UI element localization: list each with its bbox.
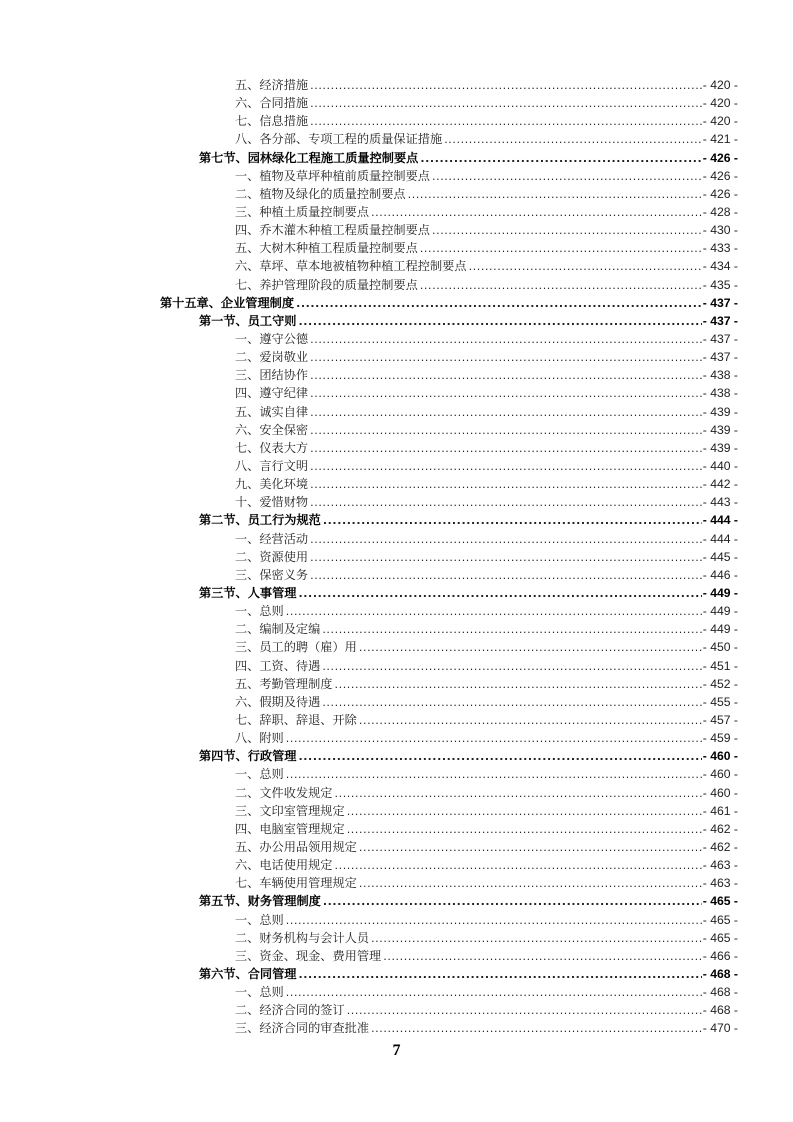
dot-leader [432, 167, 702, 185]
toc-entry-item[interactable] [0, 765, 738, 783]
toc-entry-item[interactable] [0, 76, 738, 94]
toc-entry-label: 五、经济措施 [235, 78, 309, 93]
toc-entry-item[interactable] [0, 856, 738, 874]
toc-entry-label: 第二节、员工行为规范 [199, 513, 321, 528]
toc-entry-label: 一、植物及草坪种植前质量控制要点 [235, 168, 430, 183]
dot-leader [310, 439, 702, 457]
toc-entry-page-number: - 426 - [702, 186, 738, 201]
toc-entry-item[interactable] [0, 94, 738, 112]
dot-leader [335, 784, 702, 802]
dot-leader [310, 330, 702, 348]
dot-leader [299, 747, 702, 765]
dot-leader [310, 530, 702, 548]
toc-entry-label: 八、各分部、专项工程的质量保证措施 [235, 132, 443, 147]
dot-leader [371, 1019, 702, 1037]
toc-entry-label: 三、团结协作 [235, 368, 309, 383]
dot-leader [310, 475, 702, 493]
toc-entry-label: 三、文印室管理规定 [235, 803, 345, 818]
toc-entry-item[interactable] [0, 475, 738, 493]
toc-entry-label: 第七节、园林绿化工程施工质量控制要点 [199, 150, 419, 165]
dot-leader [299, 312, 702, 330]
toc-entry-page-number: - 468 - [702, 1003, 738, 1018]
toc-entry-label: 五、大树木种植工程质量控制要点 [235, 241, 418, 256]
toc-entry-label: 三、资金、现金、费用管理 [235, 948, 382, 963]
toc-entry-section[interactable] [0, 584, 738, 602]
toc-entry-label: 四、电脑室管理规定 [235, 821, 345, 836]
toc-entry-page-number: - 437 - [702, 295, 738, 310]
dot-leader [310, 566, 702, 584]
toc-entry-label: 十、爱惜财物 [235, 495, 309, 510]
toc-entry-label: 七、车辆使用管理规定 [235, 876, 357, 891]
toc-entry-page-number: - 420 - [702, 96, 738, 111]
dot-leader [310, 112, 702, 130]
toc-entry-label: 一、总则 [235, 604, 284, 619]
toc-entry-page-number: - 457 - [702, 712, 738, 727]
toc-entry-item[interactable] [0, 638, 738, 656]
toc-entry-page-number: - 421 - [702, 132, 738, 147]
toc-entry-label: 第四节、行政管理 [199, 749, 297, 764]
toc-entry-label: 第一节、员工守则 [199, 313, 297, 328]
toc-entry-page-number: - 437 - [702, 350, 738, 365]
dot-leader [420, 239, 702, 257]
toc-entry-page-number: - 442 - [702, 477, 738, 492]
toc-entry-page-number: - 430 - [702, 223, 738, 238]
toc-entry-page-number: - 444 - [702, 513, 738, 528]
toc-entry-item[interactable] [0, 384, 738, 402]
toc-entry-label: 三、保密义务 [235, 567, 309, 582]
toc-entry-label: 七、信息措施 [235, 114, 309, 129]
toc-entry-label: 六、假期及待遇 [235, 694, 321, 709]
toc-entry-page-number: - 460 - [702, 785, 738, 800]
toc-entry-label: 二、财务机构与会计人员 [235, 930, 370, 945]
toc-entry-page-number: - 445 - [702, 549, 738, 564]
toc-entry-label: 一、遵守公德 [235, 332, 309, 347]
toc-entry-label: 第六节、合同管理 [199, 966, 297, 981]
toc-entry-page-number: - 439 - [702, 404, 738, 419]
toc-entry-item[interactable] [0, 493, 738, 511]
dot-leader [296, 294, 702, 312]
toc-entry-item[interactable] [0, 167, 738, 185]
toc-entry-label: 第十五章、企业管理制度 [160, 295, 295, 310]
toc-entry-label: 四、遵守纪律 [235, 386, 309, 401]
toc-entry-label: 二、爱岗敬业 [235, 350, 309, 365]
toc-entry-item[interactable] [0, 929, 738, 947]
dot-leader [371, 929, 702, 947]
toc-entry-page-number: - 433 - [702, 241, 738, 256]
toc-entry-item[interactable] [0, 620, 738, 638]
toc-entry-page-number: - 426 - [702, 168, 738, 183]
toc-entry-item[interactable] [0, 276, 738, 294]
toc-entry-label: 五、诚实自律 [235, 404, 309, 419]
dot-leader [286, 983, 702, 1001]
dot-leader [420, 149, 701, 167]
dot-leader [286, 602, 702, 620]
toc-entry-page-number: - 444 - [702, 531, 738, 546]
page-number: 7 [392, 1042, 401, 1059]
toc-entry-label: 八、言行文明 [235, 459, 309, 474]
dot-leader [347, 802, 702, 820]
dot-leader [310, 457, 702, 475]
toc-entry-page-number: - 449 - [702, 622, 738, 637]
dot-leader [310, 493, 702, 511]
toc-entry-label: 第三节、人事管理 [199, 586, 297, 600]
toc-entry-page-number: - 435 - [702, 277, 738, 292]
toc-entry-label: 一、经营活动 [235, 531, 309, 546]
toc-entry-page-number: - 449 - [702, 586, 738, 600]
toc-entry-item[interactable] [0, 257, 738, 275]
toc-entry-page-number: - 455 - [702, 694, 738, 709]
toc-entry-page-number: - 463 - [702, 876, 738, 891]
dot-leader [383, 947, 702, 965]
toc-entry-chapter[interactable] [0, 294, 738, 312]
toc-entry-label: 五、考勤管理制度 [235, 676, 333, 691]
toc-entry-item[interactable] [0, 439, 738, 457]
toc-entry-page-number: - 420 - [702, 114, 738, 129]
dot-leader [335, 675, 702, 693]
toc-entry-label: 二、文件收发规定 [235, 785, 333, 800]
dot-leader [310, 366, 702, 384]
toc-entry-item[interactable] [0, 330, 738, 348]
toc-entry-page-number: - 449 - [702, 604, 738, 619]
toc-entry-label: 九、美化环境 [235, 477, 309, 492]
toc-entry-label: 七、仪表大方 [235, 440, 309, 455]
toc-entry-page-number: - 420 - [702, 78, 738, 93]
toc-entry-page-number: - 434 - [702, 259, 738, 274]
toc-entry-label: 七、养护管理阶段的质量控制要点 [235, 277, 418, 292]
table-of-contents [0, 76, 793, 1037]
dot-leader [286, 729, 702, 747]
toc-entry-page-number: - 461 - [702, 803, 738, 818]
toc-entry-item[interactable] [0, 783, 738, 801]
dot-leader [323, 892, 702, 910]
toc-entry-label: 五、办公用品领用规定 [235, 839, 357, 854]
dot-leader [310, 76, 702, 94]
dot-leader [347, 820, 702, 838]
toc-entry-label: 三、经济合同的审查批准 [235, 1021, 370, 1036]
dot-leader [299, 965, 702, 983]
dot-leader [322, 620, 701, 638]
dot-leader [310, 548, 702, 566]
toc-entry-item[interactable] [0, 366, 738, 384]
toc-entry-label: 第五节、财务管理制度 [199, 894, 321, 909]
toc-entry-label: 六、电话使用规定 [235, 858, 333, 873]
toc-entry-page-number: - 462 - [702, 839, 738, 854]
toc-entry-section[interactable] [0, 965, 738, 983]
toc-entry-item[interactable] [0, 910, 738, 928]
toc-entry-item[interactable] [0, 457, 738, 475]
toc-entry-page-number: - 437 - [702, 332, 738, 347]
toc-entry-label: 六、合同措施 [235, 96, 309, 111]
toc-entry-item[interactable] [0, 983, 738, 1001]
toc-entry-page-number: - 439 - [702, 422, 738, 437]
toc-entry-item[interactable] [0, 1019, 738, 1037]
dot-leader [310, 384, 702, 402]
dot-leader [286, 911, 702, 929]
toc-entry-label: 一、总则 [235, 767, 284, 782]
toc-entry-label: 四、工资、待遇 [235, 658, 321, 673]
toc-entry-item[interactable] [0, 112, 738, 130]
toc-entry-label: 二、植物及绿化的质量控制要点 [235, 186, 406, 201]
toc-entry-page-number: - 440 - [702, 459, 738, 474]
toc-entry-page-number: - 460 - [702, 749, 738, 764]
toc-entry-page-number: - 462 - [702, 821, 738, 836]
toc-entry-item[interactable] [0, 185, 738, 203]
toc-entry-label: 八、附则 [235, 731, 284, 746]
dot-leader [310, 403, 702, 421]
toc-entry-page-number: - 470 - [702, 1021, 738, 1036]
dot-leader [310, 421, 702, 439]
toc-entry-section[interactable] [0, 892, 738, 910]
dot-leader [335, 856, 702, 874]
toc-entry-item[interactable] [0, 1001, 738, 1019]
toc-entry-item[interactable] [0, 548, 738, 566]
toc-entry-page-number: - 450 - [702, 640, 738, 655]
toc-entry-page-number: - 428 - [702, 205, 738, 220]
toc-entry-item[interactable] [0, 403, 738, 421]
dot-leader [322, 693, 701, 711]
dot-leader [359, 838, 702, 856]
toc-entry-label: 七、辞职、辞退、开除 [235, 712, 357, 727]
toc-entry-page-number: - 459 - [702, 731, 738, 746]
toc-entry-item[interactable] [0, 130, 738, 148]
dot-leader [432, 221, 702, 239]
toc-entry-page-number: - 438 - [702, 368, 738, 383]
toc-entry-section[interactable] [0, 747, 738, 765]
dot-leader [420, 276, 702, 294]
dot-leader [444, 130, 702, 148]
toc-entry-page-number: - 468 - [702, 985, 738, 1000]
toc-entry-page-number: - 451 - [702, 658, 738, 673]
toc-entry-label: 二、编制及定编 [235, 622, 321, 637]
toc-entry-item[interactable] [0, 657, 738, 675]
toc-entry-item[interactable] [0, 239, 738, 257]
toc-entry-section[interactable] [0, 312, 738, 330]
dot-leader [359, 874, 702, 892]
dot-leader [310, 94, 702, 112]
toc-entry-section[interactable] [0, 149, 738, 167]
toc-entry-page-number: - 437 - [702, 313, 738, 328]
dot-leader [347, 1001, 702, 1019]
toc-entry-label: 一、总则 [235, 912, 284, 927]
toc-entry-page-number: - 465 - [702, 912, 738, 927]
toc-entry-section[interactable] [0, 511, 738, 529]
toc-entry-label: 一、总则 [235, 985, 284, 1000]
toc-entry-item[interactable] [0, 820, 738, 838]
toc-entry-page-number: - 452 - [702, 676, 738, 691]
toc-entry-page-number: - 465 - [702, 930, 738, 945]
toc-entry-item[interactable] [0, 947, 738, 965]
toc-entry-item[interactable] [0, 729, 738, 747]
toc-entry-item[interactable] [0, 693, 738, 711]
dot-leader [286, 765, 702, 783]
dot-leader [469, 257, 702, 275]
dot-leader [408, 185, 702, 203]
dot-leader [322, 657, 701, 675]
toc-entry-page-number: - 466 - [702, 948, 738, 963]
toc-entry-item[interactable] [0, 348, 738, 366]
toc-entry-page-number: - 446 - [702, 567, 738, 582]
toc-entry-item[interactable] [0, 530, 738, 548]
dot-leader [310, 348, 702, 366]
toc-entry-label: 二、经济合同的签订 [235, 1003, 345, 1018]
toc-entry-label: 三、员工的聘（雇）用 [235, 640, 357, 655]
toc-entry-item[interactable] [0, 602, 738, 620]
dot-leader [371, 203, 702, 221]
toc-entry-label: 六、草坪、草本地被植物种植工程控制要点 [235, 259, 467, 274]
toc-entry-label: 六、安全保密 [235, 422, 309, 437]
dot-leader [359, 638, 702, 656]
toc-entry-item[interactable] [0, 838, 738, 856]
toc-entry-label: 二、资源使用 [235, 549, 309, 564]
toc-entry-label: 四、乔木灌木种植工程质量控制要点 [235, 223, 430, 238]
dot-leader [359, 711, 702, 729]
toc-entry-page-number: - 468 - [702, 966, 738, 981]
toc-entry-item[interactable] [0, 421, 738, 439]
toc-entry-page-number: - 426 - [702, 150, 738, 165]
toc-entry-page-number: - 460 - [702, 767, 738, 782]
toc-entry-label: 三、种植土质量控制要点 [235, 205, 370, 220]
dot-leader [323, 511, 702, 529]
dot-leader [299, 584, 702, 602]
toc-entry-item[interactable] [0, 566, 738, 584]
toc-entry-item[interactable] [0, 221, 738, 239]
toc-entry-item[interactable] [0, 203, 738, 221]
toc-entry-item[interactable] [0, 675, 738, 693]
toc-entry-item[interactable] [0, 874, 738, 892]
toc-entry-page-number: - 465 - [702, 894, 738, 909]
toc-entry-page-number: - 438 - [702, 386, 738, 401]
toc-entry-item[interactable] [0, 711, 738, 729]
toc-entry-page-number: - 443 - [702, 495, 738, 510]
toc-entry-page-number: - 439 - [702, 440, 738, 455]
toc-entry-item[interactable] [0, 802, 738, 820]
toc-entry-page-number: - 463 - [702, 858, 738, 873]
